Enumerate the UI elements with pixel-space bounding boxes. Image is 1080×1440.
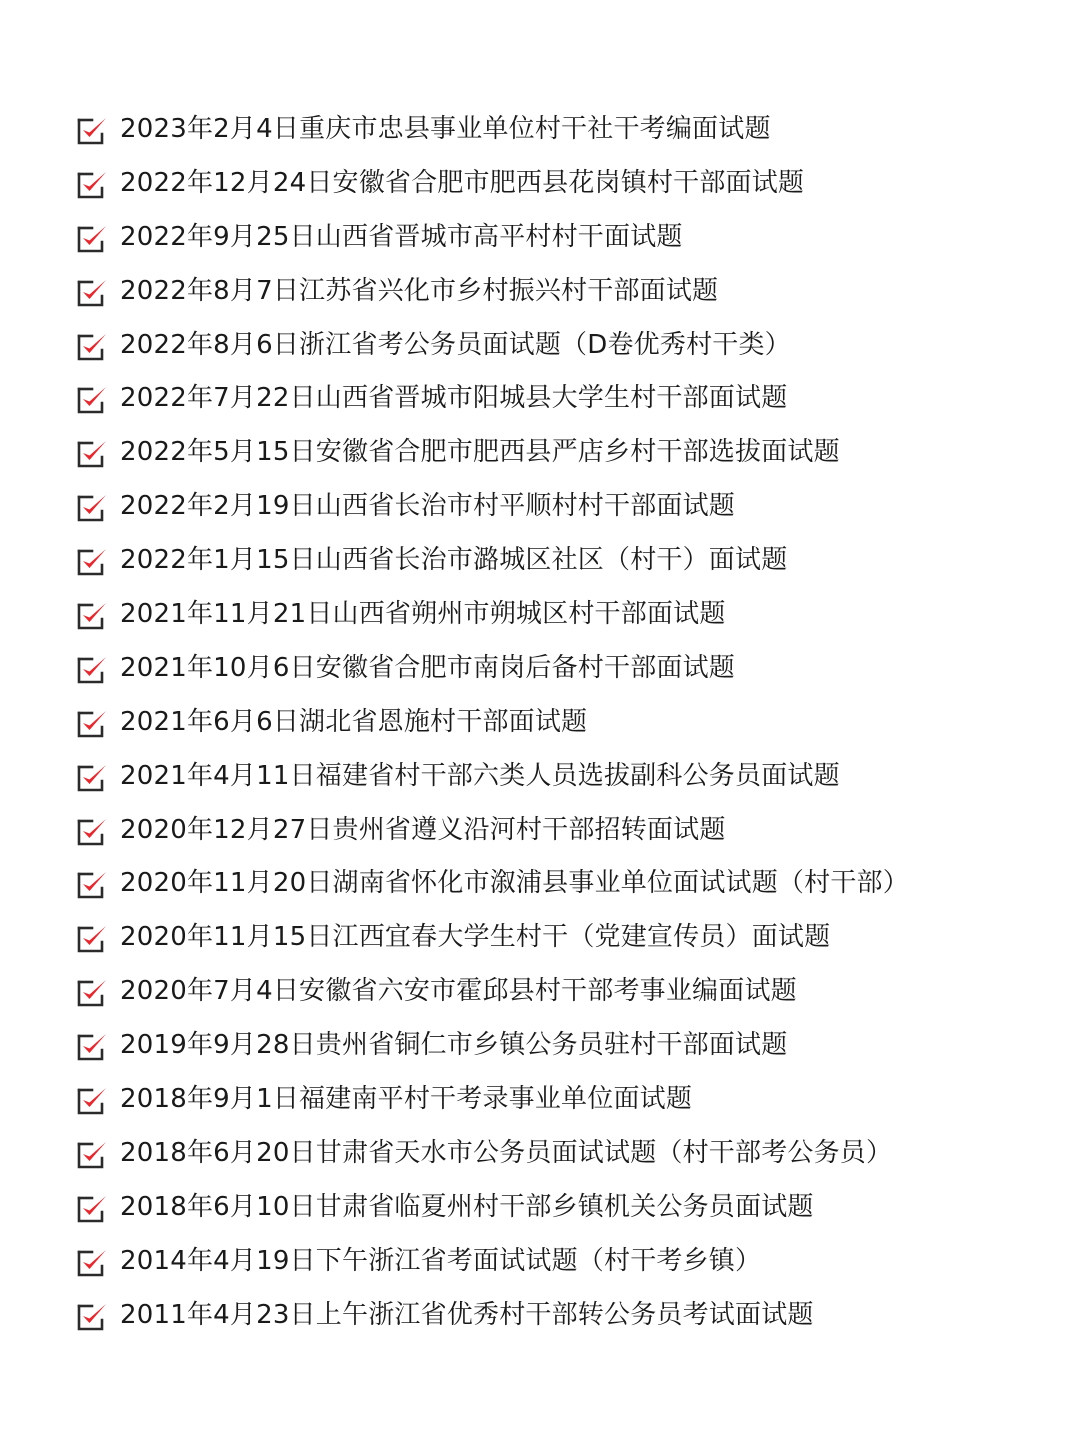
list-item-label: 2020年11月15日江西宜春大学生村干（党建宣传员）面试题: [120, 922, 831, 953]
list-item: [76, 695, 1066, 749]
list-item-label: 2021年10月6日安徽省合肥市南岗后备村干部面试题: [120, 652, 735, 683]
list-item: [76, 1234, 1066, 1288]
list-item: [76, 803, 1066, 857]
checkbox-checked-icon: [76, 1084, 108, 1116]
list-item: [76, 856, 1066, 910]
checkbox-checked-icon: [76, 761, 108, 793]
checkbox-checked-icon: [76, 1030, 108, 1062]
list-item-label: 2014年4月19日下午浙江省考面试试题（村干考乡镇）: [120, 1245, 762, 1276]
list-item-label: 2021年4月11日福建省村干部六类人员选拔副科公务员面试题: [120, 760, 840, 791]
list-item: [76, 1072, 1066, 1126]
checkbox-checked-icon: [76, 922, 108, 954]
list-item-label: 2021年11月21日山西省朔州市朔城区村干部面试题: [120, 598, 726, 629]
list-item-label: 2021年6月6日湖北省恩施村干部面试题: [120, 706, 588, 737]
list-item: [76, 1018, 1066, 1072]
checkbox-checked-icon: [76, 868, 108, 900]
list-item-label: 2022年8月6日浙江省考公务员面试题（D卷优秀村干类）: [120, 329, 791, 360]
list-item: [76, 264, 1066, 318]
list-item-label: 2022年5月15日安徽省合肥市肥西县严店乡村干部选拔面试题: [120, 437, 840, 468]
list-item-label: 2018年9月1日福建南平村干考录事业单位面试题: [120, 1083, 693, 1114]
checkbox-checked-icon: [76, 330, 108, 362]
checkbox-checked-icon: [76, 707, 108, 739]
list-item: [76, 479, 1066, 533]
checkbox-checked-icon: [76, 1300, 108, 1332]
list-item-label: 2022年2月19日山西省长治市村平顺村村干部面试题: [120, 491, 735, 522]
list-item-label: 2018年6月20日甘肃省天水市公务员面试试题（村干部考公务员）: [120, 1137, 893, 1168]
checkbox-checked-icon: [76, 276, 108, 308]
list-item-label: 2022年12月24日安徽省合肥市肥西县花岗镇村干部面试题: [120, 167, 805, 198]
list-item: [76, 425, 1066, 479]
list-item-label: 2022年9月25日山西省晋城市高平村村干面试题: [120, 221, 683, 252]
list-item-label: 2020年7月4日安徽省六安市霍邱县村干部考事业编面试题: [120, 976, 797, 1007]
checkbox-checked-icon: [76, 976, 108, 1008]
question-list: [76, 102, 1066, 1341]
list-item: [76, 641, 1066, 695]
checkbox-checked-icon: [76, 437, 108, 469]
list-item: [76, 749, 1066, 803]
list-item: [76, 371, 1066, 425]
checkbox-checked-icon: [76, 222, 108, 254]
checkbox-checked-icon: [76, 168, 108, 200]
checkbox-checked-icon: [76, 1138, 108, 1170]
list-item-label: 2019年9月28日贵州省铜仁市乡镇公务员驻村干部面试题: [120, 1030, 788, 1061]
list-item: [76, 102, 1066, 156]
list-item-label: 2018年6月10日甘肃省临夏州村干部乡镇机关公务员面试题: [120, 1191, 814, 1222]
list-item: [76, 910, 1066, 964]
list-item: [76, 210, 1066, 264]
list-item: [76, 1180, 1066, 1234]
checkbox-checked-icon: [76, 545, 108, 577]
list-item-label: 2020年11月20日湖南省怀化市溆浦县事业单位面试试题（村干部）: [120, 868, 909, 899]
list-item-label: 2023年2月4日重庆市忠县事业单位村干社干考编面试题: [120, 113, 771, 144]
list-item-label: 2022年1月15日山西省长治市潞城区社区（村干）面试题: [120, 545, 788, 576]
list-item: [76, 156, 1066, 210]
list-item: [76, 1288, 1066, 1342]
checkbox-checked-icon: [76, 491, 108, 523]
checkbox-checked-icon: [76, 1246, 108, 1278]
list-item: [76, 318, 1066, 372]
checkbox-checked-icon: [76, 383, 108, 415]
list-item-label: 2011年4月23日上午浙江省优秀村干部转公务员考试面试题: [120, 1299, 814, 1330]
checkbox-checked-icon: [76, 1192, 108, 1224]
list-item: [76, 587, 1066, 641]
list-item-label: 2020年12月27日贵州省遵义沿河村干部招转面试题: [120, 814, 726, 845]
list-item: [76, 533, 1066, 587]
list-item-label: 2022年8月7日江苏省兴化市乡村振兴村干部面试题: [120, 275, 719, 306]
checkbox-checked-icon: [76, 653, 108, 685]
list-item: [76, 1126, 1066, 1180]
checkbox-checked-icon: [76, 599, 108, 631]
list-item: [76, 964, 1066, 1018]
checkbox-checked-icon: [76, 815, 108, 847]
list-item-label: 2022年7月22日山西省晋城市阳城县大学生村干部面试题: [120, 383, 788, 414]
checkbox-checked-icon: [76, 114, 108, 146]
